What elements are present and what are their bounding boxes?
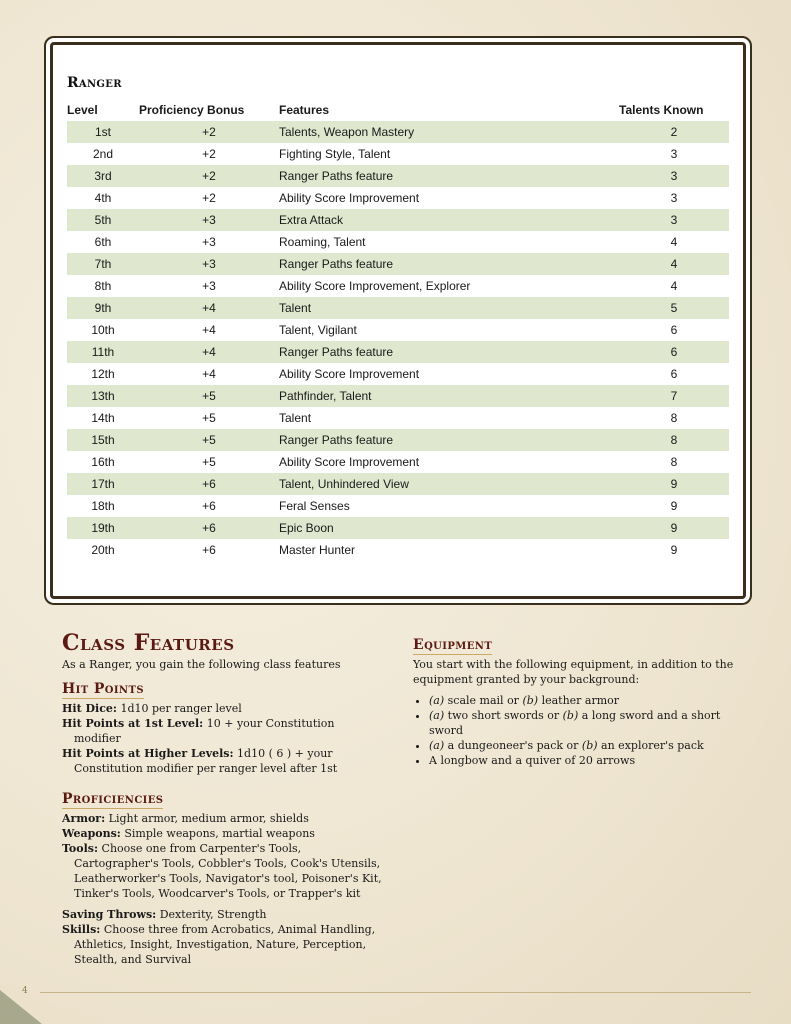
cell-level: 10th bbox=[91, 323, 115, 337]
table-row bbox=[67, 231, 729, 253]
equipment-intro: You start with the following equipment, in addition to the equipment granted by your background: bbox=[413, 658, 734, 686]
table-row bbox=[67, 275, 729, 297]
equipment-list bbox=[413, 693, 743, 768]
cell-proficiency: +4 bbox=[202, 323, 216, 337]
equipment-heading: Equipment bbox=[413, 637, 493, 653]
list-item: • (a) two short swords or (b) a long sword and a short sword bbox=[429, 708, 743, 738]
class-features-intro: As a Ranger, you gain the following class features bbox=[62, 658, 341, 671]
cell-level: 18th bbox=[91, 499, 115, 513]
saving-throws-label: Saving Throws: bbox=[62, 908, 157, 921]
cell-level: 15th bbox=[91, 433, 115, 447]
cell-level: 11th bbox=[91, 345, 115, 359]
cell-features: Ability Score Improvement bbox=[279, 367, 420, 381]
table-row bbox=[67, 143, 729, 165]
leaf-ornament-icon bbox=[0, 990, 42, 1024]
cell-features: Talent bbox=[279, 411, 312, 425]
cell-proficiency: +2 bbox=[202, 125, 216, 139]
cell-proficiency: +3 bbox=[202, 279, 216, 293]
cell-proficiency: +6 bbox=[202, 543, 216, 557]
list-item: • (a) scale mail or (b) leather armor bbox=[429, 693, 743, 708]
table-row bbox=[67, 165, 729, 187]
cell-talents: 9 bbox=[670, 521, 678, 535]
table-row bbox=[67, 187, 729, 209]
cell-level: 8th bbox=[94, 279, 112, 293]
cell-features: Ability Score Improvement bbox=[279, 191, 420, 205]
table-row bbox=[67, 407, 729, 429]
cell-talents: 4 bbox=[670, 235, 678, 249]
higher-levels-text: 1d10 ( 6 ) + your Constitution modifier per ranger level after 1st bbox=[74, 747, 338, 775]
weapons-text: Simple weapons, martial weapons bbox=[120, 827, 315, 840]
armor-line bbox=[62, 811, 382, 826]
cell-talents: 3 bbox=[670, 147, 678, 161]
cell-features: Ranger Paths feature bbox=[279, 169, 394, 183]
table-row bbox=[67, 341, 729, 363]
hit-dice-text: 1d10 per ranger level bbox=[116, 702, 242, 715]
tools-text: Choose one from Carpenter's Tools, Cartographer's Tools, Cobbler's Tools, Cook's Utensils, Leatherworker's Tools, Navigator's tool, Poisoner's Kit, Tinker's Tools, Woodcarver's Tools, or Trapper's kit bbox=[74, 842, 382, 900]
saving-throws-line bbox=[62, 907, 382, 922]
table-row bbox=[67, 473, 729, 495]
cell-features: Talents, Weapon Mastery bbox=[279, 125, 415, 139]
table-row bbox=[67, 539, 729, 561]
cell-features: Ranger Paths feature bbox=[279, 345, 394, 359]
table-row bbox=[67, 253, 729, 275]
cell-proficiency: +4 bbox=[202, 367, 216, 381]
cell-features: Feral Senses bbox=[279, 499, 350, 513]
header-talents: Talents Known bbox=[619, 103, 704, 117]
cell-features: Epic Boon bbox=[279, 521, 334, 535]
table-row bbox=[67, 495, 729, 517]
cell-features: Extra Attack bbox=[279, 213, 344, 227]
cell-level: 19th bbox=[91, 521, 115, 535]
page-number: 4 bbox=[22, 986, 28, 996]
cell-talents: 6 bbox=[670, 345, 678, 359]
cell-level: 14th bbox=[91, 411, 115, 425]
cell-talents: 4 bbox=[670, 279, 678, 293]
cell-level: 16th bbox=[91, 455, 115, 469]
ranger-level-table bbox=[67, 99, 729, 561]
cell-proficiency: +4 bbox=[202, 301, 216, 315]
footer-rule bbox=[40, 992, 751, 993]
cell-talents: 4 bbox=[670, 257, 678, 271]
cell-proficiency: +5 bbox=[202, 455, 216, 469]
hit-dice-line bbox=[62, 701, 382, 716]
equipment-column bbox=[413, 638, 743, 768]
cell-features: Ability Score Improvement, Explorer bbox=[279, 279, 471, 293]
table-row bbox=[67, 121, 729, 143]
tools-line bbox=[62, 841, 382, 901]
cell-talents: 6 bbox=[670, 323, 678, 337]
cell-talents: 3 bbox=[670, 191, 678, 205]
proficiencies-heading: Proficiencies bbox=[62, 791, 164, 807]
cell-talents: 8 bbox=[670, 455, 678, 469]
cell-level: 6th bbox=[94, 235, 112, 249]
cell-proficiency: +5 bbox=[202, 411, 216, 425]
cell-proficiency: +3 bbox=[202, 257, 216, 271]
cell-level: 1st bbox=[94, 125, 111, 139]
table-title: Ranger bbox=[67, 75, 122, 91]
cell-proficiency: +2 bbox=[202, 169, 216, 183]
cell-level: 13th bbox=[91, 389, 115, 403]
cell-features: Master Hunter bbox=[279, 543, 356, 557]
class-features-column bbox=[62, 630, 382, 967]
table-row bbox=[67, 385, 729, 407]
cell-talents: 2 bbox=[670, 125, 678, 139]
cell-features: Pathfinder, Talent bbox=[279, 389, 372, 403]
table-row bbox=[67, 451, 729, 473]
weapons-label: Weapons: bbox=[62, 827, 121, 840]
cell-proficiency: +2 bbox=[202, 147, 216, 161]
cell-talents: 8 bbox=[670, 433, 678, 447]
cell-proficiency: +3 bbox=[202, 235, 216, 249]
cell-proficiency: +5 bbox=[202, 389, 216, 403]
cell-proficiency: +2 bbox=[202, 191, 216, 205]
cell-level: 17th bbox=[91, 477, 115, 491]
first-level-text: 10 + your Constitution modifier bbox=[74, 717, 335, 745]
cell-talents: 8 bbox=[670, 411, 678, 425]
cell-talents: 9 bbox=[670, 543, 678, 557]
cell-proficiency: +4 bbox=[202, 345, 216, 359]
cell-level: 12th bbox=[91, 367, 115, 381]
cell-talents: 3 bbox=[670, 213, 678, 227]
cell-features: Roaming, Talent bbox=[279, 235, 366, 249]
cell-talents: 5 bbox=[670, 301, 678, 315]
table-row bbox=[67, 209, 729, 231]
header-level: Level bbox=[67, 103, 98, 117]
table-row bbox=[67, 517, 729, 539]
cell-features: Talent, Unhindered View bbox=[279, 477, 409, 491]
table-row bbox=[67, 297, 729, 319]
cell-proficiency: +3 bbox=[202, 213, 216, 227]
hit-dice-label: Hit Dice: bbox=[62, 702, 117, 715]
class-features-heading: Class Features bbox=[62, 630, 235, 656]
hit-points-heading: Hit Points bbox=[62, 681, 144, 697]
cell-talents: 7 bbox=[670, 389, 678, 403]
higher-levels-line bbox=[62, 746, 382, 776]
cell-level: 9th bbox=[94, 301, 112, 315]
header-proficiency: Proficiency Bonus bbox=[139, 103, 245, 117]
skills-label: Skills: bbox=[62, 923, 101, 936]
table-row bbox=[67, 319, 729, 341]
cell-features: Fighting Style, Talent bbox=[279, 147, 391, 161]
cell-level: 5th bbox=[94, 213, 112, 227]
tools-label: Tools: bbox=[62, 842, 99, 855]
header-features: Features bbox=[279, 103, 330, 117]
armor-text: Light armor, medium armor, shields bbox=[105, 812, 309, 825]
table-body bbox=[67, 121, 729, 561]
table-row bbox=[67, 429, 729, 451]
cell-proficiency: +5 bbox=[202, 433, 216, 447]
table-row bbox=[67, 363, 729, 385]
list-item: • (a) a dungeoneer's pack or (b) an explorer's pack bbox=[429, 738, 743, 753]
cell-features: Talent, Vigilant bbox=[279, 323, 357, 337]
cell-talents: 6 bbox=[670, 367, 678, 381]
cell-level: 2nd bbox=[92, 147, 114, 161]
cell-level: 3rd bbox=[94, 169, 112, 183]
first-level-line bbox=[62, 716, 382, 746]
cell-level: 7th bbox=[94, 257, 112, 271]
skills-line bbox=[62, 922, 382, 967]
cell-features: Ability Score Improvement bbox=[279, 455, 420, 469]
cell-features: Ranger Paths feature bbox=[279, 433, 394, 447]
cell-talents: 3 bbox=[670, 169, 678, 183]
cell-proficiency: +6 bbox=[202, 477, 216, 491]
cell-talents: 9 bbox=[670, 477, 678, 491]
skills-text: Choose three from Acrobatics, Animal Handling, Athletics, Insight, Investigation, Nature, Perception, Stealth, and Survival bbox=[74, 923, 376, 966]
saving-throws-text: Dexterity, Strength bbox=[156, 908, 267, 921]
armor-label: Armor: bbox=[62, 812, 106, 825]
cell-proficiency: +6 bbox=[202, 499, 216, 513]
cell-level: 4th bbox=[94, 191, 112, 205]
cell-features: Ranger Paths feature bbox=[279, 257, 394, 271]
cell-level: 20th bbox=[91, 543, 115, 557]
cell-talents: 9 bbox=[670, 499, 678, 513]
list-item: • A longbow and a quiver of 20 arrows bbox=[429, 753, 743, 768]
higher-levels-label: Hit Points at Higher Levels: bbox=[62, 747, 234, 760]
weapons-line bbox=[62, 826, 382, 841]
cell-proficiency: +6 bbox=[202, 521, 216, 535]
first-level-label: Hit Points at 1st Level: bbox=[62, 717, 204, 730]
ranger-table-frame bbox=[50, 42, 746, 599]
table-header-row bbox=[67, 99, 729, 121]
cell-features: Talent bbox=[279, 301, 312, 315]
